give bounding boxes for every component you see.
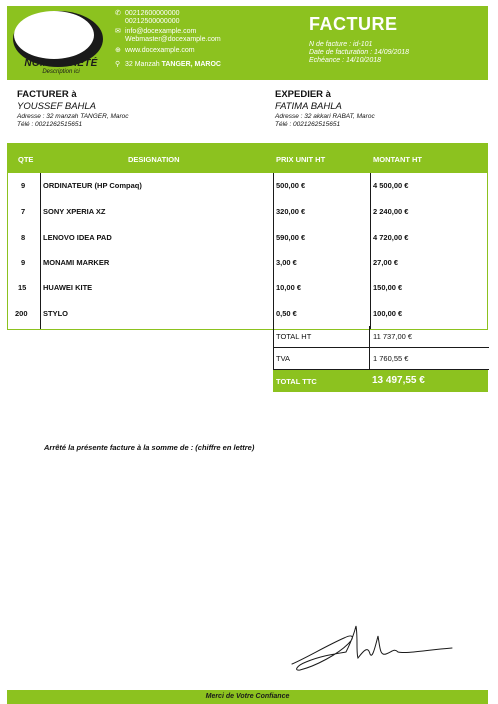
column-divider [369, 348, 370, 369]
footer-band [7, 690, 488, 704]
row-unit-price: 500,00 € [276, 181, 306, 190]
header-qty: QTE [18, 155, 34, 164]
table-row [8, 283, 487, 309]
row-qty: 7 [21, 207, 26, 216]
address-street: 32 Manzah [125, 61, 160, 68]
row-amount: 4 720,00 € [373, 233, 409, 242]
row-unit-price: 590,00 € [276, 233, 306, 242]
invoice-title: FACTURE [309, 14, 398, 34]
total-ht-label: TOTAL HT [276, 332, 312, 341]
globe-icon: ⊕ [115, 47, 121, 54]
tva-row [274, 348, 489, 370]
row-designation: LENOVO IDEA PAD [43, 233, 112, 242]
row-unit-price: 320,00 € [276, 207, 306, 216]
ship-from-name: FATIMA BAHLA [275, 101, 342, 112]
contact-address [115, 61, 221, 69]
ship-from-address: Adresse : 32 akkari RABAT, Maroc [275, 113, 375, 120]
address-city: TANGER, MAROC [161, 61, 221, 68]
tva-value: 1 760,55 € [373, 354, 409, 363]
row-amount: 100,00 € [373, 309, 403, 318]
email-2[interactable]: Webmaster@docexample.com [125, 36, 221, 43]
row-qty: 200 [15, 309, 28, 318]
phone-1: 00212600000000 [125, 10, 180, 17]
row-unit-price: 0,50 € [276, 309, 297, 318]
row-designation: MONAMI MARKER [43, 258, 110, 267]
bill-to-name: YOUSSEF BAHLA [17, 101, 97, 112]
row-qty: 15 [18, 283, 27, 292]
column-divider [369, 326, 370, 347]
ship-from-block [275, 89, 375, 128]
row-unit-price: 10,00 € [276, 283, 302, 292]
row-amount: 150,00 € [373, 283, 403, 292]
email-1[interactable]: info@docexample.com [125, 28, 197, 35]
header-designation: DESIGNATION [128, 155, 180, 164]
invoice-number: N de facture : id-101 [309, 41, 373, 48]
contact-website [115, 47, 195, 55]
company-description: Description ici [42, 69, 80, 75]
location-pin-icon: ⚲ [115, 61, 121, 68]
invoice-due-date: Echéance : 14/10/2018 [309, 57, 382, 64]
row-qty: 9 [21, 258, 26, 267]
row-designation: SONY XPERIA XZ [43, 207, 106, 216]
website-link[interactable]: www.docexample.com [125, 47, 195, 54]
table-row [8, 207, 487, 233]
table-row [8, 233, 487, 259]
total-ttc-value: 13 497,55 € [372, 375, 425, 386]
bill-to-block [17, 89, 129, 128]
table-row [8, 258, 487, 284]
row-amount: 2 240,00 € [373, 207, 409, 216]
ship-from-phone: Télé : 0021262515651 [275, 121, 341, 128]
bill-to-address: Adresse : 32 manzah TANGER, Maroc [17, 113, 129, 120]
row-amount: 4 500,00 € [373, 181, 409, 190]
row-designation: STYLO [43, 309, 69, 318]
phone-icon: ✆ [115, 10, 121, 17]
header-band [7, 6, 488, 80]
total-ht-value: 11 737,00 € [373, 332, 413, 341]
amount-in-words-note: Arrêté la présente facture à la somme de : (chiffre en lettre) [44, 443, 255, 452]
total-ttc-row [273, 370, 488, 392]
company-name: NOM SOCIÉTÉ [24, 58, 98, 69]
ship-from-title: EXPEDIER à [275, 89, 331, 100]
invoice-table [7, 143, 488, 330]
mail-icon: ✉ [115, 28, 121, 35]
row-unit-price: 3,00 € [276, 258, 297, 267]
contact-phones [115, 10, 180, 26]
row-qty: 8 [21, 233, 26, 242]
total-ht-row [274, 326, 489, 348]
row-qty: 9 [21, 181, 26, 190]
signature [286, 618, 456, 676]
table-header [8, 144, 487, 173]
row-designation: ORDINATEUR (HP Compaq) [43, 181, 142, 190]
invoice-date: Date de facturation : 14/09/2018 [309, 49, 410, 56]
phone-2: 00212500000000 [125, 18, 180, 25]
total-ttc-label: TOTAL TTC [276, 377, 317, 386]
table-row [8, 181, 487, 207]
totals-block [273, 326, 488, 370]
tva-label: TVA [276, 354, 291, 363]
bill-to-phone: Télé : 0021262515651 [17, 121, 83, 128]
footer-text: Merci de Votre Confiance [205, 693, 290, 700]
contact-emails [115, 28, 221, 44]
row-amount: 27,00 € [373, 258, 399, 267]
header-unit-price: PRIX UNIT HT [276, 155, 326, 164]
bill-to-title: FACTURER à [17, 89, 77, 100]
row-designation: HUAWEI KITE [43, 283, 93, 292]
header-amount: MONTANT HT [373, 155, 423, 164]
